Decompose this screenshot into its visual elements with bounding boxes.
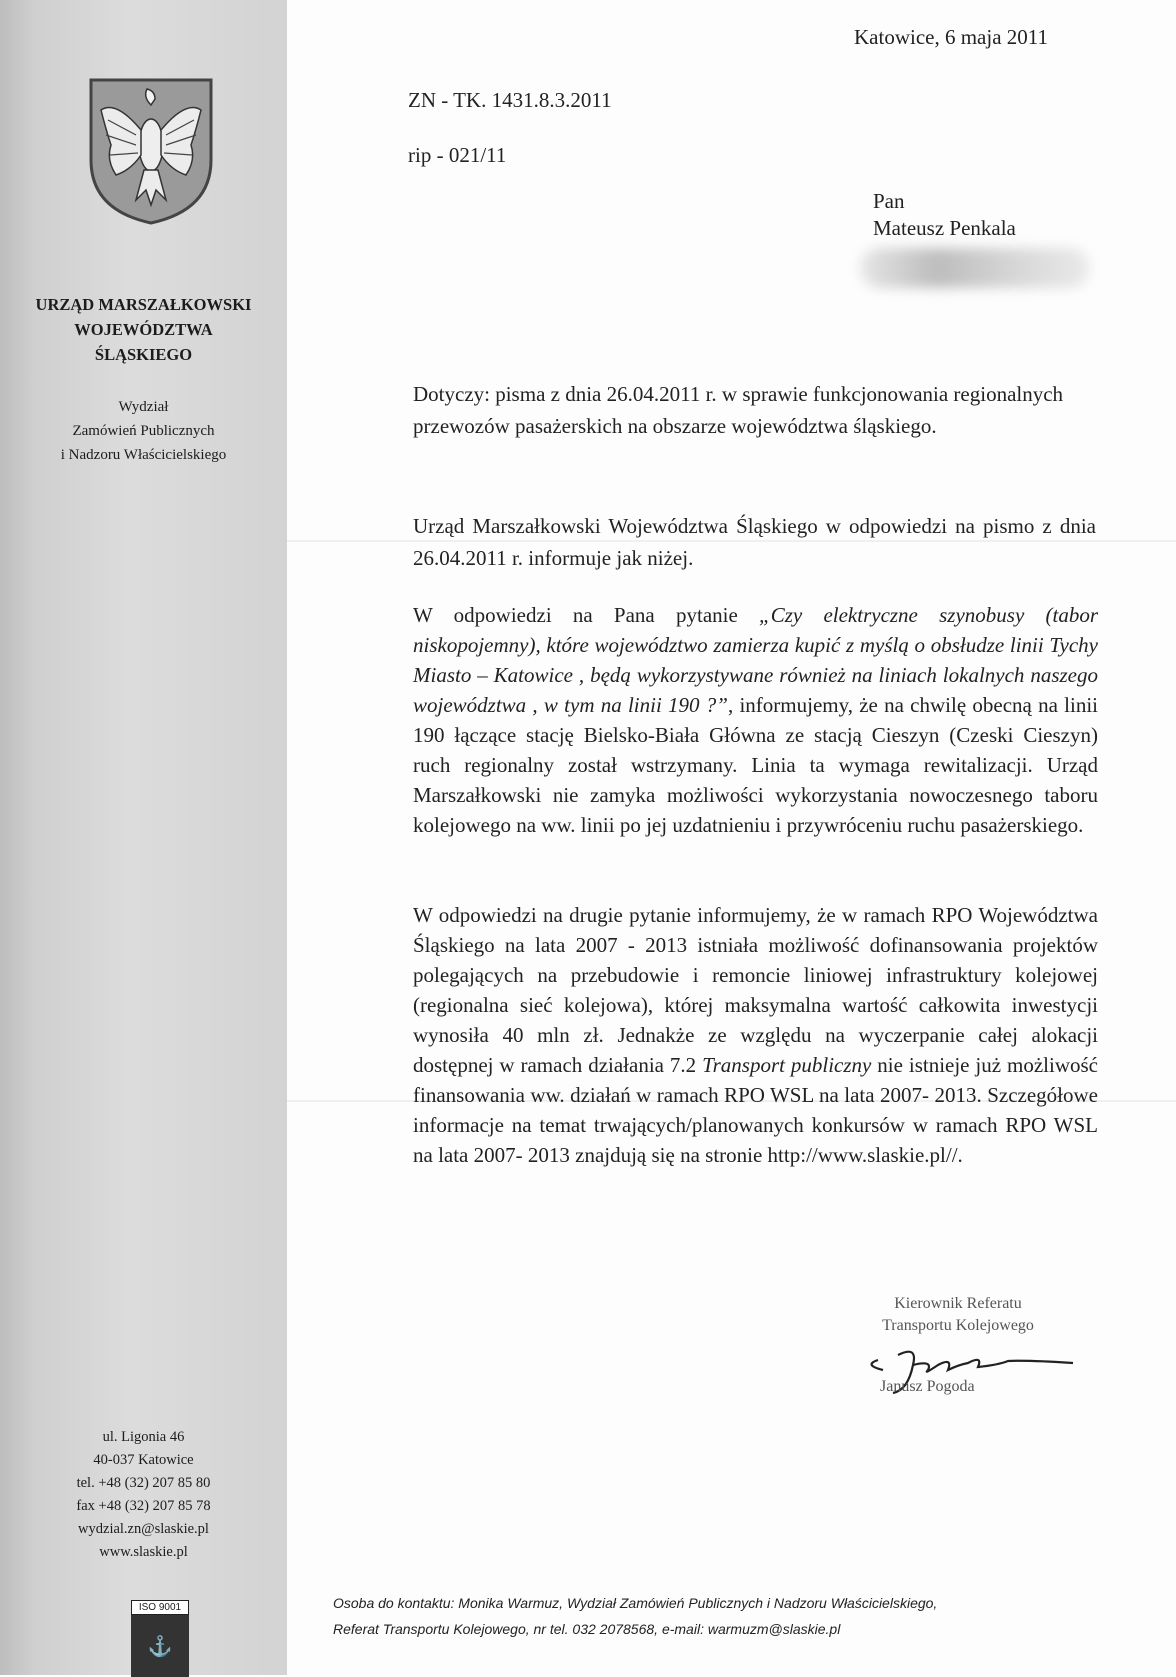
contact-address: ul. Ligonia 46 [102, 1429, 185, 1445]
letterhead-sidebar [0, 0, 287, 1675]
iso-certificate-badge [131, 1600, 189, 1675]
letter-intro: Urząd Marszałkowski Województwa Śląskiego w odpowiedzi na pismo z dnia 26.04.2011 r. informuje jak niżej. [413, 514, 1096, 570]
program-name: Transport publiczny [702, 1053, 872, 1077]
recipient-name: Mateusz Penkala [873, 216, 1016, 240]
office-name [0, 292, 287, 367]
place-date: Katowice, 6 maja 2011 [854, 25, 1048, 49]
office-name-line: WOJEWÓDZTWA [74, 320, 213, 339]
reference-number: ZN - TK. 1431.8.3.2011 [408, 88, 612, 112]
office-name-line: ŚLĄSKIEGO [94, 345, 193, 364]
signer-title: Kierownik Referatu [894, 1295, 1022, 1312]
answer-paragraph-1 [413, 600, 1098, 840]
paragraph-text: nie istnieje już możliwość finansowania ww. działań w ramach RPO WSL na lata 2007- 2013. Szczegółowe informacje na temat trwających/planowanych konkursów w ramach RPO WSL na lata 2007- 2013 znajdują się na stronie http://www.slaskie.pl//. [413, 1053, 1098, 1167]
contact-email: wydzial.zn@slaskie.pl [78, 1521, 209, 1537]
department-name [0, 395, 287, 467]
footer-line: Referat Transportu Kolejowego, nr tel. 032 2078568, e-mail: warmuzm@slaskie.pl [333, 1621, 841, 1637]
footer-line: Osoba do kontaktu: Monika Warmuz, Wydział Zamówień Publicznych i Nadzoru Właścicielskiego, [333, 1595, 938, 1611]
contact-website: www.slaskie.pl [99, 1544, 188, 1560]
contact-phone: tel. +48 (32) 207 85 80 [76, 1475, 211, 1491]
anchor-icon: ⚓ [131, 1615, 189, 1677]
department-line: Wydział [118, 399, 169, 415]
signature-stamp [858, 1293, 1058, 1337]
department-line: i Nadzoru Właścicielskiego [60, 447, 227, 463]
letter-subject: Dotyczy: pisma z dnia 26.04.2011 r. w sprawie funkcjonowania regionalnych przewozów pasażerskich na obszarze województwa śląskiego. [413, 382, 1064, 438]
answer-paragraph-2 [413, 900, 1098, 1170]
signer-unit: Transportu Kolejowego [882, 1317, 1034, 1334]
office-name-line: URZĄD MARSZAŁKOWSKI [35, 295, 252, 314]
redacted-address [860, 248, 1090, 288]
department-line: Zamówień Publicznych [72, 423, 215, 439]
paragraph-text: , informujemy, że na chwilę obecną na linii 190 łączące stację Bielsko-Biała Główna ze stacją Cieszyn (Czeski Cieszyn) ruch regionalny został wstrzymany. Linia ta wymaga rewitalizacji. Urząd Marszałkowski nie zamyka możliwości wykorzystania nowoczesnego taboru kolejowego na ww. linii po jej uzdatnieniu i przywróceniu ruchu pasażerskiego. [413, 693, 1098, 837]
contact-person-footer [333, 1590, 1153, 1642]
paragraph-text: W odpowiedzi na drugie pytanie informujemy, że w ramach RPO Województwa Śląskiego na lata 2007 - 2013 istniała możliwość dofinansowania projektów polegających na przebudowie i remoncie liniowej infrastruktury kolejowej (regionalna sieć kolejowa), której maksymalna wartość całkowita inwestycji wynosiła 40 mln zł. Jednakże ze względu na wyczerpanie całej alokacji dostępnej w ramach działania 7.2 [413, 903, 1098, 1077]
reference-rip: rip - 021/11 [408, 143, 507, 167]
paragraph-lead: W odpowiedzi na Pana pytanie [413, 603, 760, 627]
contact-fax: fax +48 (32) 207 85 78 [76, 1498, 211, 1514]
iso-label: ISO 9001 [131, 1600, 189, 1615]
quoted-question: „Czy elektryczne szynobusy (tabor niskopojemny), które województwo zamierza kupić z myślą o obsłudze linii Tychy Miasto – Katowice , będą wykorzystywane również na liniach lokalnych naszego województwa , w tym na linii 190 ?” [413, 603, 1098, 717]
recipient-salutation: Pan [873, 189, 905, 213]
signer-name: Janusz Pogoda [880, 1378, 975, 1395]
contact-city: 40-037 Katowice [93, 1452, 194, 1468]
coat-of-arms-eagle-icon [86, 75, 216, 225]
office-contact [0, 1426, 287, 1564]
